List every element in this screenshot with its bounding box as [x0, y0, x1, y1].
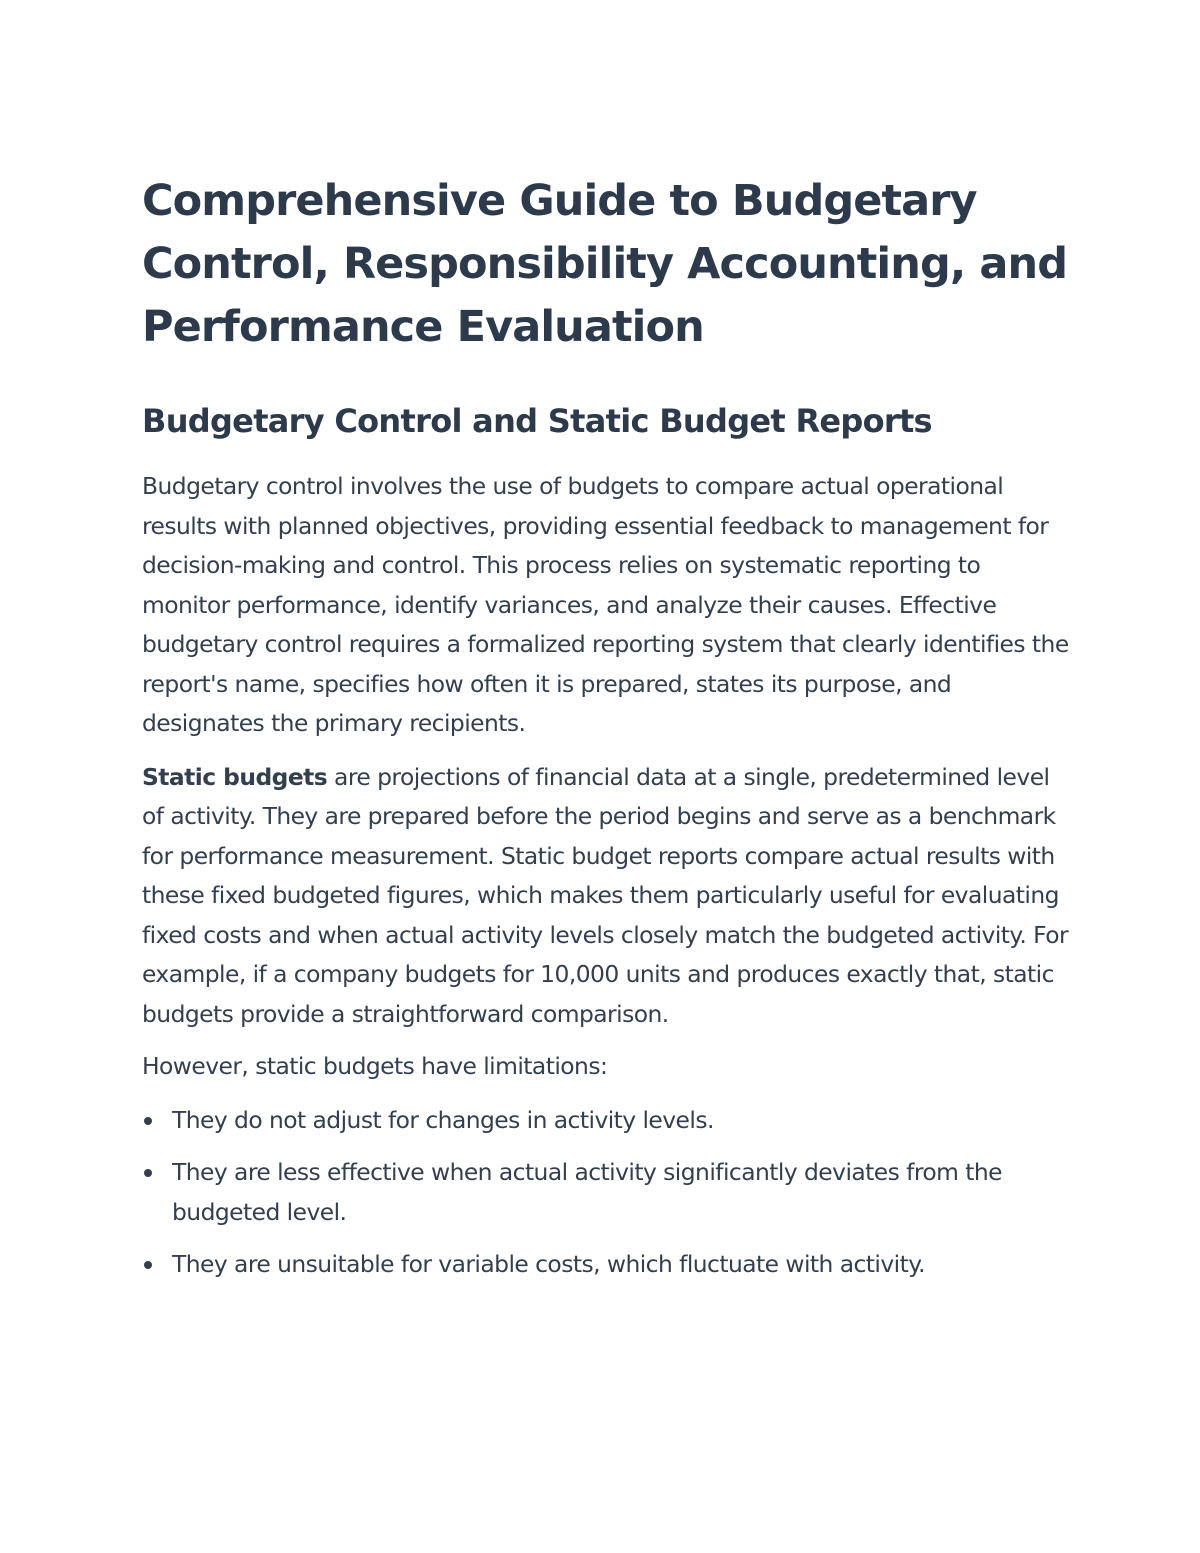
paragraph-static-budgets: [142, 758, 1072, 1035]
bullet-icon: [144, 1169, 152, 1177]
paragraph-limitations-intro: However, static budgets have limitations:: [142, 1052, 608, 1080]
bullet-icon: [144, 1117, 152, 1125]
list-item: [142, 1245, 1072, 1285]
list-item: [142, 1101, 1072, 1141]
document-page: [142, 170, 1072, 1298]
limitations-list: [142, 1101, 1072, 1285]
list-item-text: They are unsuitable for variable costs, which fluctuate with activity.: [172, 1250, 926, 1278]
static-budgets-term: Static budgets: [142, 762, 328, 791]
bullet-icon: [144, 1261, 152, 1269]
document-title: Comprehensive Guide to Budgetary Control, Responsibility Accounting, and Performance Evaluation: [142, 176, 1068, 352]
list-item-text: They do not adjust for changes in activity levels.: [172, 1105, 714, 1134]
paragraph-budgetary-control: Budgetary control involves the use of budgets to compare actual operational results with planned objectives, providing essential feedback to management for decision-making and control. This process relies on systematic reporting to monitor performance, identify variances, and analyze their causes. Effective budgetary control requires a formalized reporting system that clearly identifies the report's name, specifies how often it is prepared, states its purpose, and designates the primary recipients.: [142, 472, 1069, 737]
list-item-text: They are less effective when actual activity significantly deviates from the budgeted level.: [172, 1158, 1003, 1226]
section-heading: Budgetary Control and Static Budget Reports: [142, 402, 932, 440]
static-budgets-description: are projections of financial data at a single, predetermined level of activity. They are prepared before the period begins and serve as a benchmark for performance measurement. Static budget reports compare actual results with these fixed budgeted figures, which makes them particularly useful for evaluating fixed costs and when actual activity levels closely match the budgeted activity. For example, if a company budgets for 10,000 units and produces exactly that, static budgets provide a straightforward comparison.: [142, 762, 1069, 1028]
list-item: [142, 1153, 1072, 1232]
